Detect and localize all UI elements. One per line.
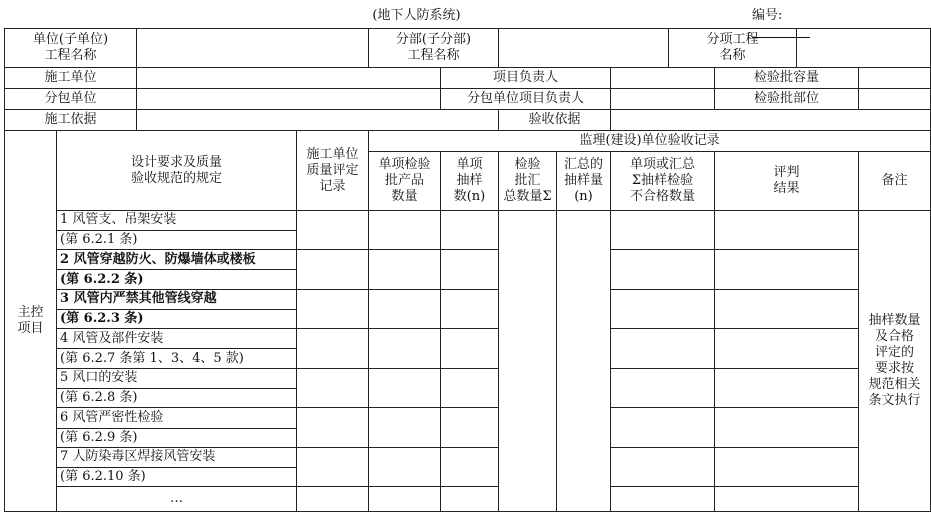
inspection-form-table (4, 28, 931, 512)
item-5-name: 5 风口的安装 (57, 368, 297, 388)
acceptance-basis-value[interactable] (611, 110, 931, 131)
item-5-sample-cell[interactable] (441, 368, 499, 408)
header-row-1 (5, 131, 931, 151)
item-project-label: 分项工程 名称 (669, 29, 797, 68)
item-4-verdict-cell[interactable] (715, 329, 859, 369)
construction-basis-value[interactable] (137, 110, 499, 131)
item-2-name: 2 风管穿越防火、防爆墙体或楼板 (57, 250, 297, 270)
item-project-value[interactable] (797, 29, 931, 68)
nonconforming-header: 单项或汇总 Σ抽样检验 不合格数量 (611, 151, 715, 210)
table-row (5, 289, 931, 309)
item-7-name: 7 人防染毒区焊接风管安装 (57, 447, 297, 467)
item-4-nonconforming-cell[interactable] (611, 329, 715, 369)
page-title: (地下人防系统) (372, 8, 461, 23)
remarks-note: 抽样数量 及合格 评定的 要求按 规范相关 条文执行 (859, 210, 931, 511)
single-batch-qty-header: 单项检验 批产品 数量 (369, 151, 441, 210)
item-5-batch-qty-cell[interactable] (369, 368, 441, 408)
table-row (5, 250, 931, 270)
project-manager-label: 项目负责人 (441, 67, 611, 88)
subcontractor-manager-label: 分包单位项目负责人 (441, 88, 611, 109)
construction-basis-label: 施工依据 (5, 110, 137, 131)
item-3-nonconforming-cell[interactable] (611, 289, 715, 329)
sub-unit-name-label: 分部(子分部) 工程名称 (369, 29, 499, 68)
item-6-nonconforming-cell[interactable] (611, 408, 715, 448)
item-3-sample-cell[interactable] (441, 289, 499, 329)
supervision-header: 监理(建设)单位验收记录 (369, 131, 931, 151)
unit-name-value[interactable] (137, 29, 369, 68)
item-1-contractor-cell[interactable] (297, 210, 369, 250)
item-1-batch-qty-cell[interactable] (369, 210, 441, 250)
item-7-verdict-cell[interactable] (715, 447, 859, 487)
table-row (5, 210, 931, 230)
main-control-label: 主控 项目 (5, 131, 57, 512)
item-4-name: 4 风管及部件安装 (57, 329, 297, 349)
project-manager-value[interactable] (611, 67, 715, 88)
item-1-clause: (第 6.2.1 条) (57, 230, 297, 249)
item-2-contractor-cell[interactable] (297, 250, 369, 290)
item-1-sample-cell[interactable] (441, 210, 499, 250)
total-batch-cell[interactable] (499, 210, 557, 511)
item-4-sample-cell[interactable] (441, 329, 499, 369)
total-sample-header: 汇总的 抽样量 (n) (557, 151, 611, 210)
sub-unit-name-value[interactable] (499, 29, 669, 68)
item-4-contractor-cell[interactable] (297, 329, 369, 369)
table-row (5, 368, 931, 388)
item-2-nonconforming-cell[interactable] (611, 250, 715, 290)
item-3-contractor-cell[interactable] (297, 289, 369, 329)
item-2-clause: (第 6.2.2 条) (57, 270, 297, 289)
item-5-nonconforming-cell[interactable] (611, 368, 715, 408)
total-batch-header: 检验 批汇 总数量Σ (499, 151, 557, 210)
contractor-value[interactable] (137, 67, 441, 88)
item-5-contractor-cell[interactable] (297, 368, 369, 408)
item-2-batch-qty-cell[interactable] (369, 250, 441, 290)
single-sample-header: 单项 抽样 数(n) (441, 151, 499, 210)
item-6-name: 6 风管严密性检验 (57, 408, 297, 428)
design-requirements-header: 设计要求及质量 验收规范的规定 (57, 131, 297, 210)
acceptance-basis-label: 验收依据 (499, 110, 611, 131)
unit-name-label: 单位(子单位) 工程名称 (5, 29, 137, 68)
item-1-verdict-cell[interactable] (715, 210, 859, 250)
batch-location-value[interactable] (859, 88, 931, 109)
subcontractor-label: 分包单位 (5, 88, 137, 109)
item-3-name: 3 风管内严禁其他管线穿越 (57, 289, 297, 309)
item-7-clause: (第 6.2.10 条) (57, 468, 297, 487)
item-5-clause: (第 6.2.8 条) (57, 389, 297, 408)
batch-location-label: 检验批部位 (715, 88, 859, 109)
item-2-sample-cell[interactable] (441, 250, 499, 290)
info-row-unit (5, 29, 931, 68)
item-2-verdict-cell[interactable] (715, 250, 859, 290)
item-1-name: 1 风管支、吊架安装 (57, 210, 297, 230)
total-sample-cell[interactable] (557, 210, 611, 511)
table-row (5, 408, 931, 428)
table-row (5, 447, 931, 467)
serial-number-label: 编号: (752, 8, 783, 23)
ellipsis-nonconforming-cell[interactable] (611, 487, 715, 512)
ellipsis-verdict-cell[interactable] (715, 487, 859, 512)
remarks-header: 备注 (859, 151, 931, 210)
contractor-label: 施工单位 (5, 67, 137, 88)
ellipsis-sample-cell[interactable] (441, 487, 499, 512)
info-row-contractor (5, 67, 931, 88)
item-6-verdict-cell[interactable] (715, 408, 859, 448)
table-row (5, 487, 931, 512)
item-7-batch-qty-cell[interactable] (369, 447, 441, 487)
item-6-clause: (第 6.2.9 条) (57, 428, 297, 447)
table-row (5, 329, 931, 349)
contractor-record-header: 施工单位 质量评定 记录 (297, 131, 369, 210)
item-6-batch-qty-cell[interactable] (369, 408, 441, 448)
item-6-sample-cell[interactable] (441, 408, 499, 448)
ellipsis-contractor-cell[interactable] (297, 487, 369, 512)
item-4-clause: (第 6.2.7 条第 1、3、4、5 款) (57, 349, 297, 368)
verdict-header: 评判 结果 (715, 151, 859, 210)
item-7-sample-cell[interactable] (441, 447, 499, 487)
item-1-nonconforming-cell[interactable] (611, 210, 715, 250)
info-row-basis (5, 110, 931, 131)
item-6-contractor-cell[interactable] (297, 408, 369, 448)
item-7-nonconforming-cell[interactable] (611, 447, 715, 487)
item-4-batch-qty-cell[interactable] (369, 329, 441, 369)
item-3-batch-qty-cell[interactable] (369, 289, 441, 329)
subcontractor-manager-value[interactable] (611, 88, 715, 109)
ellipsis-batch-qty-cell[interactable] (369, 487, 441, 512)
batch-capacity-value[interactable] (859, 67, 931, 88)
subcontractor-value[interactable] (137, 88, 441, 109)
item-5-verdict-cell[interactable] (715, 368, 859, 408)
item-7-contractor-cell[interactable] (297, 447, 369, 487)
info-row-subcontractor (5, 88, 931, 109)
item-3-verdict-cell[interactable] (715, 289, 859, 329)
ellipsis-cell: … (57, 487, 297, 512)
batch-capacity-label: 检验批容量 (715, 67, 859, 88)
item-3-clause: (第 6.2.3 条) (57, 309, 297, 328)
